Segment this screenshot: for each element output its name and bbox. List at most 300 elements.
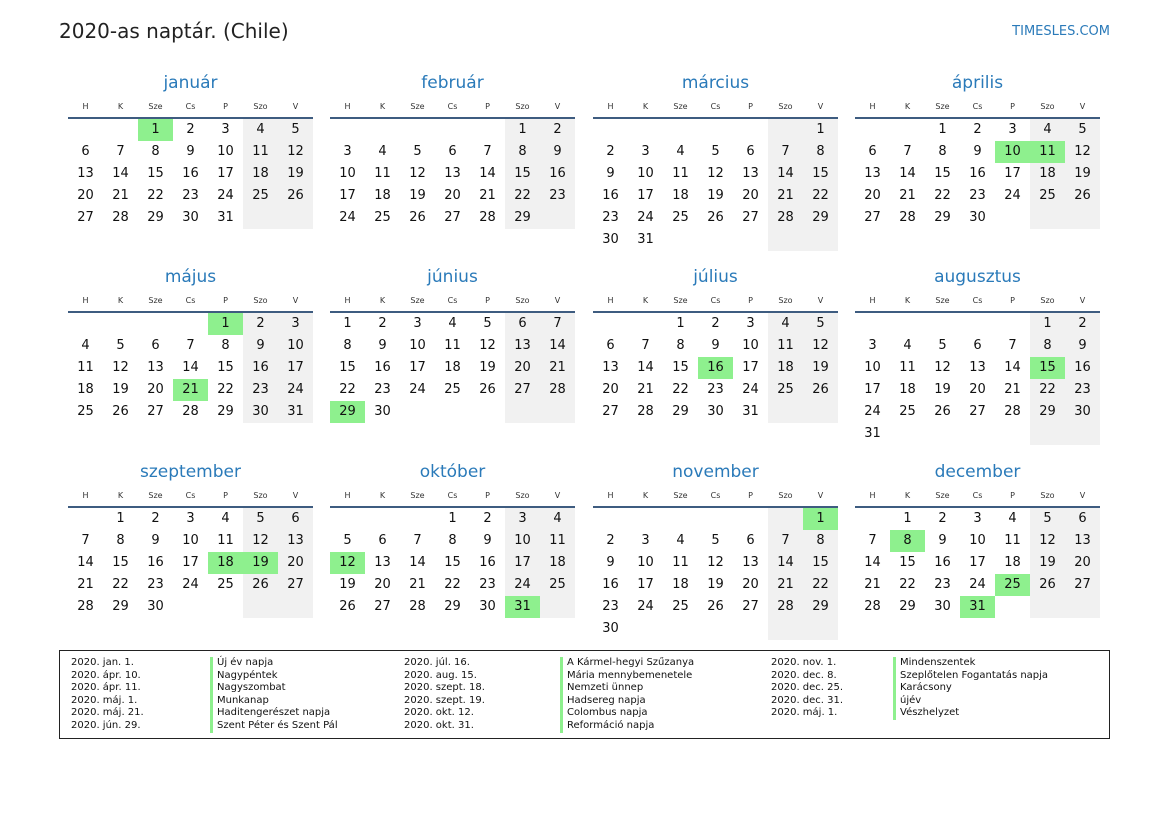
day-cell: 1: [676, 316, 685, 331]
month-szeptember: [68, 461, 313, 618]
day-cell: 19: [409, 188, 426, 203]
day-cell: 8: [151, 144, 160, 159]
day-cell: 7: [768, 530, 803, 552]
day-cell: 11: [374, 166, 391, 181]
weekday-label: V: [1079, 102, 1086, 111]
weekday-label: P: [748, 102, 753, 111]
day-cell: 14: [112, 166, 129, 181]
legend-date: 2020. szept. 19.: [404, 694, 485, 706]
day-cell: 21: [540, 357, 575, 379]
weekday-label: Sze: [410, 102, 425, 111]
day-cell: 12: [1030, 530, 1065, 552]
day-cell: 28: [112, 210, 129, 225]
day-cell: 4: [1008, 511, 1017, 526]
day-grid: [593, 313, 838, 423]
day-cell: 17: [217, 166, 234, 181]
day-cell: 24: [278, 379, 313, 401]
empty-cell: [365, 508, 400, 530]
day-cell: 24: [182, 577, 199, 592]
day-cell: 20: [278, 552, 313, 574]
weekday-label: K: [117, 296, 124, 305]
day-cell: 13: [969, 360, 986, 375]
day-cell: 18: [243, 163, 278, 185]
day-cell: 14: [540, 335, 575, 357]
day-cell: 18: [899, 382, 916, 397]
day-cell: 21: [112, 188, 129, 203]
day-cell: 23: [374, 382, 391, 397]
month-december: [855, 461, 1100, 618]
day-cell: 2: [243, 313, 278, 335]
day-cell: 24: [505, 574, 540, 596]
day-cell: 23: [182, 188, 199, 203]
day-cell: 10: [742, 338, 759, 353]
empty-cell: [995, 596, 1030, 618]
weekday-label: V: [292, 102, 299, 111]
legend-holiday-name: Szent Péter és Szent Pál: [210, 720, 338, 733]
day-cell: 22: [803, 574, 838, 596]
day-grid: [68, 508, 313, 618]
empty-cell: [768, 508, 803, 530]
day-cell: 21: [899, 188, 916, 203]
day-cell: 21: [479, 188, 496, 203]
holiday-day: 19: [243, 552, 278, 574]
weekday-label: H: [82, 491, 89, 500]
legend-holiday-name: A Kármel-hegyi Szűzanya: [560, 657, 694, 670]
day-cell: 22: [147, 188, 164, 203]
weekday-label: Sze: [673, 296, 688, 305]
day-cell: 16: [182, 166, 199, 181]
day-cell: 7: [1008, 338, 1017, 353]
empty-cell: [435, 401, 470, 423]
day-cell: 17: [969, 555, 986, 570]
day-cell: 21: [864, 577, 881, 592]
day-cell: 28: [899, 210, 916, 225]
weekday-label: H: [344, 296, 351, 305]
month-június: [330, 266, 575, 423]
empty-cell: [663, 229, 698, 251]
weekday-label: K: [904, 491, 911, 500]
day-cell: 1: [448, 511, 457, 526]
day-cell: 25: [1030, 185, 1065, 207]
day-cell: 12: [934, 360, 951, 375]
day-cell: 24: [637, 210, 654, 225]
day-cell: 23: [479, 577, 496, 592]
holiday-day: 16: [698, 357, 733, 379]
day-cell: 4: [676, 144, 685, 159]
empty-cell: [663, 618, 698, 640]
day-cell: 24: [339, 210, 356, 225]
empty-cell: [855, 313, 890, 335]
empty-cell: [540, 207, 575, 229]
day-cell: 16: [602, 188, 619, 203]
day-cell: 12: [1065, 141, 1100, 163]
day-cell: 3: [505, 508, 540, 530]
empty-cell: [68, 313, 103, 335]
empty-cell: [628, 119, 663, 141]
day-cell: 26: [479, 382, 496, 397]
empty-cell: [243, 596, 278, 618]
day-cell: 5: [938, 338, 947, 353]
day-cell: 6: [151, 338, 160, 353]
day-cell: 18: [672, 577, 689, 592]
empty-cell: [593, 313, 628, 335]
day-cell: 24: [637, 599, 654, 614]
day-cell: 16: [243, 357, 278, 379]
day-cell: 10: [339, 166, 356, 181]
month-name: szeptember: [140, 462, 241, 482]
holiday-day: 29: [330, 401, 365, 423]
day-cell: 17: [339, 188, 356, 203]
day-cell: 21: [1004, 382, 1021, 397]
weekday-label: H: [869, 296, 876, 305]
holiday-day: 25: [995, 574, 1030, 596]
empty-cell: [330, 119, 365, 141]
day-cell: 5: [278, 119, 313, 141]
empty-cell: [628, 508, 663, 530]
day-cell: 4: [768, 313, 803, 335]
day-cell: 27: [742, 599, 759, 614]
weekday-label: Cs: [185, 102, 196, 111]
empty-cell: [628, 313, 663, 335]
weekday-label: V: [554, 296, 561, 305]
day-cell: 31: [637, 232, 654, 247]
day-cell: 19: [1030, 552, 1065, 574]
day-cell: 4: [540, 508, 575, 530]
day-cell: 29: [803, 207, 838, 229]
legend-date: 2020. dec. 31.: [771, 694, 844, 706]
day-cell: 29: [217, 404, 234, 419]
day-cell: 14: [77, 555, 94, 570]
day-grid: [855, 313, 1100, 445]
weekday-label: Sze: [148, 296, 163, 305]
day-cell: 3: [641, 533, 650, 548]
day-cell: 15: [803, 552, 838, 574]
day-cell: 8: [505, 141, 540, 163]
empty-cell: [803, 229, 838, 251]
day-cell: 11: [1004, 533, 1021, 548]
day-cell: 13: [278, 530, 313, 552]
day-grid: [593, 119, 838, 251]
day-cell: 28: [182, 404, 199, 419]
day-cell: 9: [606, 166, 615, 181]
day-cell: 11: [217, 533, 234, 548]
day-cell: 2: [483, 511, 492, 526]
day-cell: 26: [112, 404, 129, 419]
day-cell: 19: [934, 382, 951, 397]
empty-cell: [365, 119, 400, 141]
day-cell: 22: [444, 577, 461, 592]
weekday-label: Sze: [935, 491, 950, 500]
day-cell: 6: [868, 144, 877, 159]
weekday-label: V: [554, 102, 561, 111]
weekday-label: H: [869, 491, 876, 500]
day-cell: 3: [1008, 122, 1017, 137]
day-cell: 22: [217, 382, 234, 397]
empty-cell: [698, 508, 733, 530]
day-cell: 28: [479, 210, 496, 225]
holiday-day: 1: [208, 313, 243, 335]
day-cell: 10: [637, 555, 654, 570]
day-cell: 21: [409, 577, 426, 592]
day-cell: 29: [147, 210, 164, 225]
holiday-legend: [59, 650, 1110, 739]
day-cell: 16: [540, 163, 575, 185]
weekday-label: Szo: [253, 491, 268, 500]
day-cell: 18: [540, 552, 575, 574]
month-name: december: [934, 462, 1021, 482]
holiday-day: 31: [960, 596, 995, 618]
empty-cell: [995, 313, 1030, 335]
day-cell: 17: [278, 357, 313, 379]
weekday-header: [330, 294, 575, 307]
legend-holiday-name: Nagypéntek: [210, 670, 338, 683]
day-cell: 31: [217, 210, 234, 225]
day-cell: 22: [899, 577, 916, 592]
holiday-day: 11: [1030, 141, 1065, 163]
day-cell: 4: [81, 338, 90, 353]
day-cell: 30: [374, 404, 391, 419]
empty-cell: [173, 596, 208, 618]
day-cell: 11: [540, 530, 575, 552]
day-cell: 28: [409, 599, 426, 614]
legend-date: 2020. jan. 1.: [71, 657, 134, 668]
weekday-label: Cs: [972, 102, 983, 111]
day-cell: 8: [676, 338, 685, 353]
month-május: [68, 266, 313, 423]
weekday-label: H: [82, 102, 89, 111]
day-cell: 20: [1065, 552, 1100, 574]
day-cell: 6: [746, 533, 755, 548]
holiday-day: 1: [803, 508, 838, 530]
empty-cell: [960, 313, 995, 335]
weekday-label: P: [485, 296, 490, 305]
day-cell: 25: [374, 210, 391, 225]
day-cell: 7: [186, 338, 195, 353]
weekday-label: Szo: [253, 296, 268, 305]
empty-cell: [470, 119, 505, 141]
empty-cell: [1030, 596, 1065, 618]
day-cell: 8: [221, 338, 230, 353]
weekday-label: Cs: [447, 102, 458, 111]
brand-link[interactable]: TIMESLES.COM: [1012, 24, 1110, 39]
empty-cell: [855, 508, 890, 530]
day-cell: 2: [1065, 313, 1100, 335]
day-cell: 27: [969, 404, 986, 419]
weekday-label: P: [485, 102, 490, 111]
day-cell: 5: [116, 338, 125, 353]
day-cell: 11: [768, 335, 803, 357]
day-cell: 6: [378, 533, 387, 548]
day-cell: 22: [505, 185, 540, 207]
day-cell: 6: [278, 508, 313, 530]
month-name: október: [419, 462, 486, 482]
day-cell: 29: [444, 599, 461, 614]
day-cell: 18: [374, 188, 391, 203]
day-cell: 22: [112, 577, 129, 592]
day-cell: 11: [672, 555, 689, 570]
weekday-label: V: [1079, 296, 1086, 305]
empty-cell: [803, 618, 838, 640]
day-cell: 3: [868, 338, 877, 353]
day-cell: 14: [864, 555, 881, 570]
weekday-header: [330, 100, 575, 113]
month-február: [330, 72, 575, 229]
day-cell: 30: [182, 210, 199, 225]
month-március: [593, 72, 838, 251]
day-cell: 30: [707, 404, 724, 419]
weekday-label: P: [748, 296, 753, 305]
weekday-label: H: [344, 102, 351, 111]
day-cell: 6: [448, 144, 457, 159]
weekday-label: K: [642, 491, 649, 500]
legend-date: 2020. okt. 12.: [404, 707, 474, 719]
weekday-label: Cs: [710, 102, 721, 111]
day-cell: 28: [864, 599, 881, 614]
day-cell: 26: [707, 210, 724, 225]
day-cell: 1: [116, 511, 125, 526]
day-cell: 4: [1030, 119, 1065, 141]
weekday-label: K: [379, 296, 386, 305]
day-cell: 11: [77, 360, 94, 375]
holiday-day: 12: [330, 552, 365, 574]
day-cell: 20: [444, 188, 461, 203]
weekday-label: Szo: [778, 491, 793, 500]
empty-cell: [890, 119, 925, 141]
day-cell: 13: [147, 360, 164, 375]
day-cell: 15: [934, 166, 951, 181]
day-cell: 22: [934, 188, 951, 203]
day-cell: 14: [899, 166, 916, 181]
holiday-day: 1: [138, 119, 173, 141]
legend-holiday-name: Nagyszombat: [210, 682, 338, 695]
weekday-header: [593, 489, 838, 502]
day-cell: 23: [969, 188, 986, 203]
day-cell: 1: [803, 119, 838, 141]
day-cell: 8: [803, 530, 838, 552]
legend-holiday-name: Munkanap: [210, 695, 338, 708]
day-cell: 6: [606, 338, 615, 353]
day-cell: 8: [938, 144, 947, 159]
day-cell: 25: [444, 382, 461, 397]
legend-date: 2020. máj. 1.: [71, 694, 138, 706]
day-cell: 30: [934, 599, 951, 614]
weekday-label: V: [292, 296, 299, 305]
day-cell: 25: [77, 404, 94, 419]
weekday-label: K: [379, 491, 386, 500]
day-cell: 25: [540, 574, 575, 596]
day-grid: [68, 119, 313, 229]
empty-cell: [330, 508, 365, 530]
day-cell: 3: [641, 144, 650, 159]
day-cell: 2: [540, 119, 575, 141]
day-cell: 29: [672, 404, 689, 419]
weekday-label: V: [817, 102, 824, 111]
day-cell: 7: [768, 141, 803, 163]
month-name: május: [164, 267, 217, 287]
day-cell: 26: [934, 404, 951, 419]
weekday-label: P: [223, 102, 228, 111]
day-cell: 3: [746, 316, 755, 331]
day-cell: 12: [707, 166, 724, 181]
day-cell: 10: [182, 533, 199, 548]
empty-cell: [540, 596, 575, 618]
month-július: [593, 266, 838, 423]
weekday-label: Szo: [1040, 102, 1055, 111]
weekday-header: [593, 294, 838, 307]
legend-name-column: [560, 657, 694, 733]
day-cell: 22: [1030, 379, 1065, 401]
day-cell: 4: [448, 316, 457, 331]
month-name: június: [427, 267, 478, 287]
empty-cell: [855, 119, 890, 141]
legend-holiday-name: Szeplőtelen Fogantatás napja: [893, 670, 1048, 683]
day-cell: 12: [278, 141, 313, 163]
day-cell: 3: [973, 511, 982, 526]
day-cell: 13: [444, 166, 461, 181]
day-cell: 13: [602, 360, 619, 375]
day-cell: 23: [707, 382, 724, 397]
day-cell: 24: [969, 577, 986, 592]
empty-cell: [1065, 596, 1100, 618]
day-grid: [855, 119, 1100, 229]
empty-cell: [278, 207, 313, 229]
empty-cell: [68, 508, 103, 530]
day-cell: 26: [1030, 574, 1065, 596]
weekday-label: H: [869, 102, 876, 111]
day-cell: 29: [934, 210, 951, 225]
weekday-label: Szo: [1040, 296, 1055, 305]
day-cell: 30: [602, 621, 619, 636]
legend-date: 2020. júl. 16.: [404, 657, 470, 668]
day-cell: 27: [147, 404, 164, 419]
day-cell: 16: [602, 577, 619, 592]
day-cell: 17: [409, 360, 426, 375]
day-cell: 9: [973, 144, 982, 159]
day-cell: 27: [602, 404, 619, 419]
legend-holiday-name: Mária mennybemenetele: [560, 670, 694, 683]
legend-date-column: [71, 657, 144, 733]
day-cell: 16: [969, 166, 986, 181]
day-cell: 20: [77, 188, 94, 203]
weekday-header: [68, 294, 313, 307]
day-cell: 3: [343, 144, 352, 159]
day-cell: 27: [1065, 574, 1100, 596]
day-cell: 28: [637, 404, 654, 419]
day-cell: 5: [343, 533, 352, 548]
day-cell: 2: [938, 511, 947, 526]
day-cell: 8: [1030, 335, 1065, 357]
day-cell: 2: [711, 316, 720, 331]
weekday-label: H: [607, 296, 614, 305]
day-cell: 26: [803, 379, 838, 401]
weekday-label: V: [554, 491, 561, 500]
day-cell: 30: [602, 232, 619, 247]
day-cell: 26: [707, 599, 724, 614]
month-október: [330, 461, 575, 618]
weekday-label: Sze: [673, 102, 688, 111]
day-cell: 24: [742, 382, 759, 397]
weekday-label: H: [607, 102, 614, 111]
day-cell: 9: [606, 555, 615, 570]
day-cell: 26: [243, 574, 278, 596]
day-cell: 20: [864, 188, 881, 203]
day-cell: 29: [1030, 401, 1065, 423]
day-cell: 14: [479, 166, 496, 181]
day-cell: 30: [969, 210, 986, 225]
day-cell: 18: [672, 188, 689, 203]
day-cell: 19: [339, 577, 356, 592]
day-cell: 5: [711, 144, 720, 159]
